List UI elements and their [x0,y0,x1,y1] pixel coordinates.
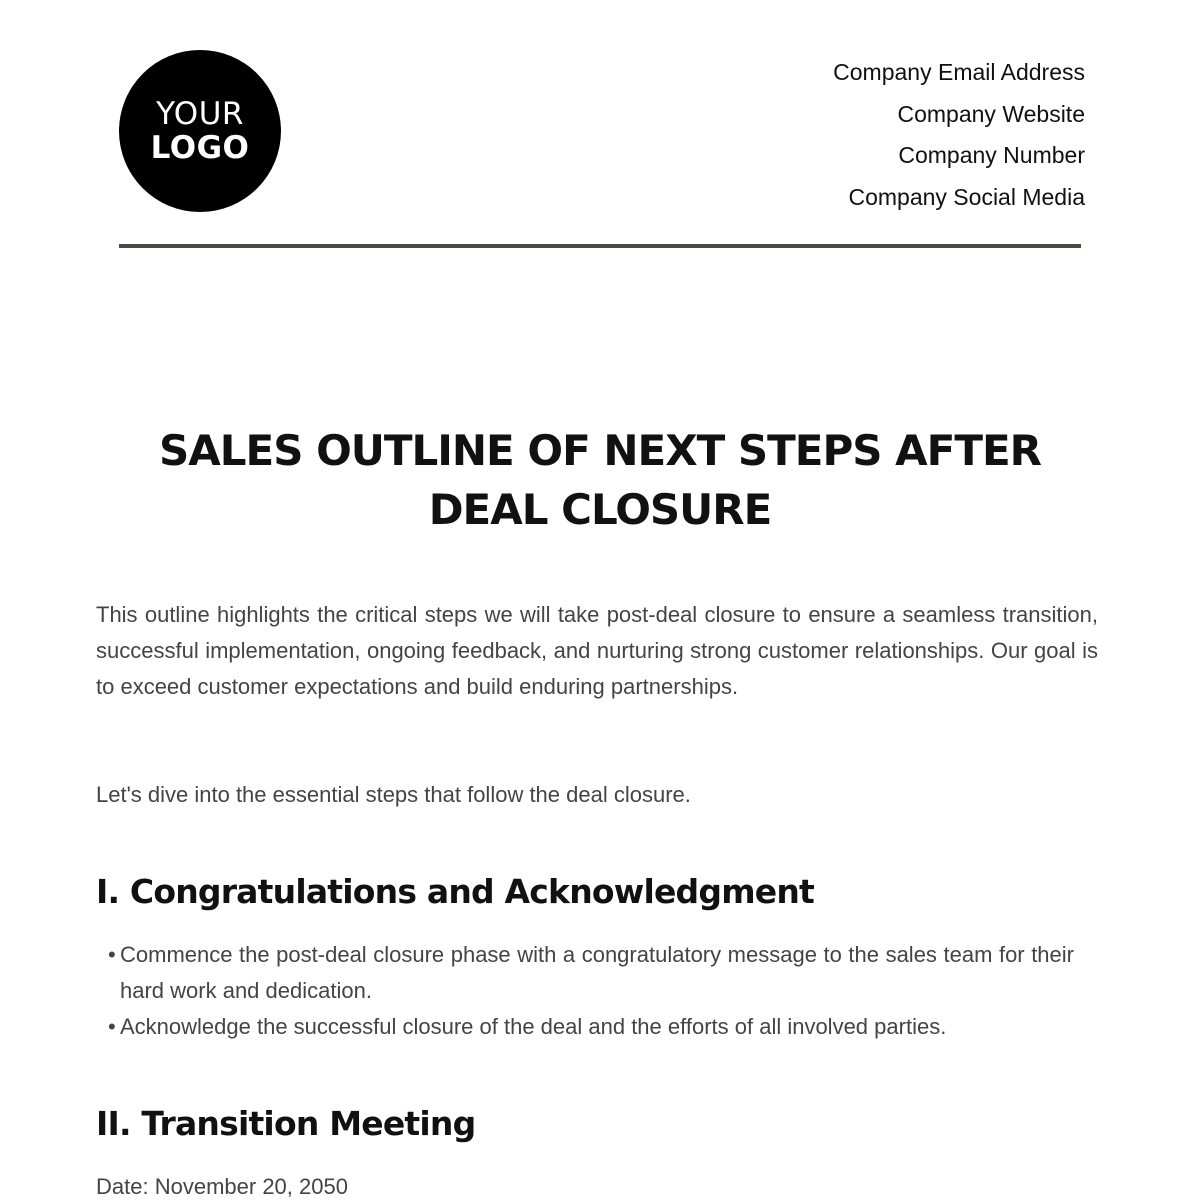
company-website: Company Website [897,100,1085,127]
section-heading-transition-meeting: II. Transition Meeting [96,1104,476,1143]
list-item [108,1009,1074,1045]
company-contact-block [833,52,1085,218]
company-logo [119,50,281,212]
congratulations-bullet-list [108,937,1074,1045]
list-item [108,937,1074,1009]
bullet-text: Commence the post-deal closure phase with a congratulatory message to the sales team for their hard work and dedication. [120,942,1074,1003]
intro-followup-paragraph: Let's dive into the essential steps that follow the deal closure. [96,782,691,807]
logo-text-your: YOUR [156,95,244,132]
intro-paragraph: This outline highlights the critical steps we will take post-deal closure to ensure a seamless transition, successful implementation, ongoing feedback, and nurturing strong customer relationships. Our goal is to exceed customer expectations and build enduring partnerships. [96,602,1098,699]
section-heading-congratulations: I. Congratulations and Acknowledgment [96,872,815,911]
bullet-text: Acknowledge the successful closure of the deal and the efforts of all involved parties. [120,1014,947,1039]
header-divider [119,244,1081,248]
meeting-date-line [96,1169,348,1200]
logo-text-logo: LOGO [150,129,250,166]
date-label: Date: [96,1174,149,1199]
company-email: Company Email Address [833,59,1085,85]
document-title: SALES OUTLINE OF NEXT STEPS AFTER DEAL CLOSURE [158,426,1042,534]
bullet-icon: • [108,1014,116,1039]
company-social-media: Company Social Media [848,183,1085,210]
company-number: Company Number [898,142,1085,168]
bullet-icon: • [108,942,116,967]
date-value: November 20, 2050 [154,1174,348,1199]
